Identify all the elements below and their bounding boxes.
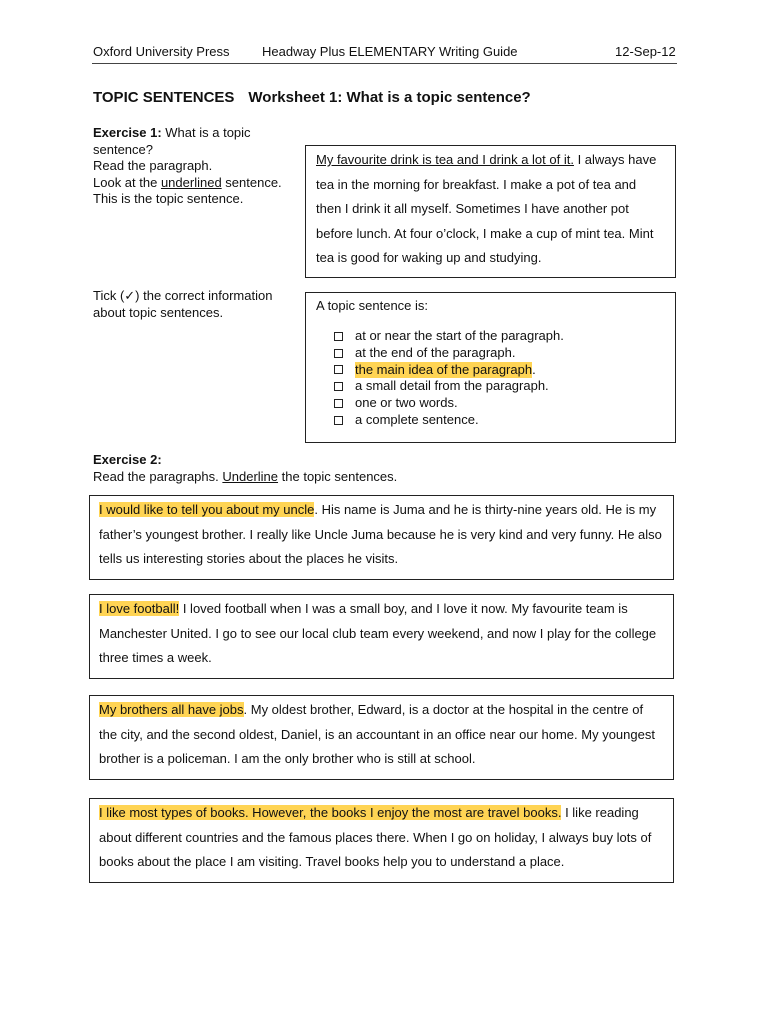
option-label: one or two words. [355,395,458,411]
exercise2-instruction-pre: Read the paragraphs. [93,468,223,484]
checkbox-icon[interactable] [334,349,343,358]
option-item[interactable] [334,328,665,345]
options-heading: A topic sentence is: [316,298,429,313]
option-label: at or near the start of the paragraph. [355,328,564,343]
tick-instruction-line1: Tick (✓) the correct information [93,288,273,303]
options-list [334,328,665,429]
option-item[interactable] [334,395,665,412]
exercise1-label: Exercise 1: [93,125,162,140]
tick-instruction-line2: about topic sentences. [93,304,224,320]
tick-instruction [93,288,303,321]
topic-sentence-highlight: I would like to tell you about my uncle [99,502,315,517]
checkbox-icon[interactable] [334,399,343,408]
option-label: at the end of the paragraph. [355,344,516,360]
header-publisher: Oxford University Press [93,44,230,59]
header-guide-title: Headway Plus ELEMENTARY Writing Guide [262,44,518,59]
exercise2-instructions [93,452,493,485]
exercise2-paragraph-box-1 [89,495,674,580]
header-date: 12-Sep-12 [615,44,676,59]
option-label: a small detail from the paragraph. [355,378,549,394]
exercise1-instructions [93,125,308,208]
exercise1-paragraph-rest: I always have tea in the morning for breakfast. I make a pot of tea and then I drink it all myself. Sometimes I have another pot before lunch. At four o’clock, I make a cup of mint tea. Mint tea is good for waking up and studying. [316,152,657,265]
title-main: TOPIC SENTENCES [93,89,235,106]
exercise2-label: Exercise 2: [93,452,162,467]
topic-sentence-highlight: My brothers all have jobs [99,702,244,717]
topic-sentence-highlight: I love football! [99,601,180,616]
exercise1-topic-sentence: My favourite drink is tea and I drink a lot of it. [316,152,574,167]
topic-sentence-highlight: I like most types of books. However, the books I enjoy the most are travel books. [99,805,562,820]
exercise1-question: What is a topic sentence? [93,125,251,157]
option-label: a complete sentence. [355,411,479,427]
exercise2-paragraph-box-3 [89,695,674,780]
exercise1-paragraph-box [305,145,676,278]
topic-sentence-options-box [305,292,676,443]
exercise1-line2-pre: Look at the [93,174,161,190]
exercise1-line3: This is the topic sentence. [93,191,244,206]
exercise1-line1: Read the paragraph. [93,158,213,173]
exercise2-instruction-post: the topic sentences. [278,468,398,484]
checkbox-icon[interactable] [334,416,343,425]
option-label-highlighted: the main idea of the paragraph [355,361,533,377]
exercise1-line2-underlined: underlined [160,174,222,190]
option-label-suffix: . [532,361,536,377]
exercise1-paragraph [316,148,665,271]
paragraph-body: . His name is Juma and he is thirty-nine years old. He is my father’s youngest brother. I really like Uncle Juma because he is very kind and very funny. He also tells us interesting stories about the places he visits. [99,502,662,566]
paragraph-body: I like reading about different countries and the famous places there. When I go on holiday, I always buy lots of books about the place I am visiting. Travel books help you to understand a place. [99,805,652,869]
exercise2-paragraph [99,597,664,671]
option-item[interactable] [334,412,665,429]
exercise2-paragraph-box-4 [89,798,674,883]
exercise1-line2 [93,175,308,192]
page-title [93,89,531,106]
title-worksheet: Worksheet 1: What is a topic sentence? [248,89,531,106]
exercise1-line2-post: sentence. [221,174,282,190]
checkbox-icon[interactable] [334,382,343,391]
exercise2-paragraph [99,698,664,772]
header-rule [92,63,677,64]
option-item[interactable] [334,378,665,395]
option-item[interactable] [334,345,665,362]
paragraph-body: I loved football when I was a small boy, and I love it now. My favourite team is Manchester United. I go to see our local club team every weekend, and now I play for the college three times a week. [99,601,657,665]
option-item[interactable] [334,362,665,379]
exercise2-paragraph [99,801,664,875]
exercise2-paragraph-box-2 [89,594,674,679]
checkbox-icon[interactable] [334,332,343,341]
exercise2-paragraph [99,498,664,572]
checkbox-icon[interactable] [334,365,343,374]
exercise2-instruction-underlined: Underline [222,468,279,484]
paragraph-body: . My oldest brother, Edward, is a doctor at the hospital in the centre of the city, and the second oldest, Daniel, is an accountant in an office near our home. My youngest brother is a policeman. I am the only brother who is still at school. [99,702,655,766]
